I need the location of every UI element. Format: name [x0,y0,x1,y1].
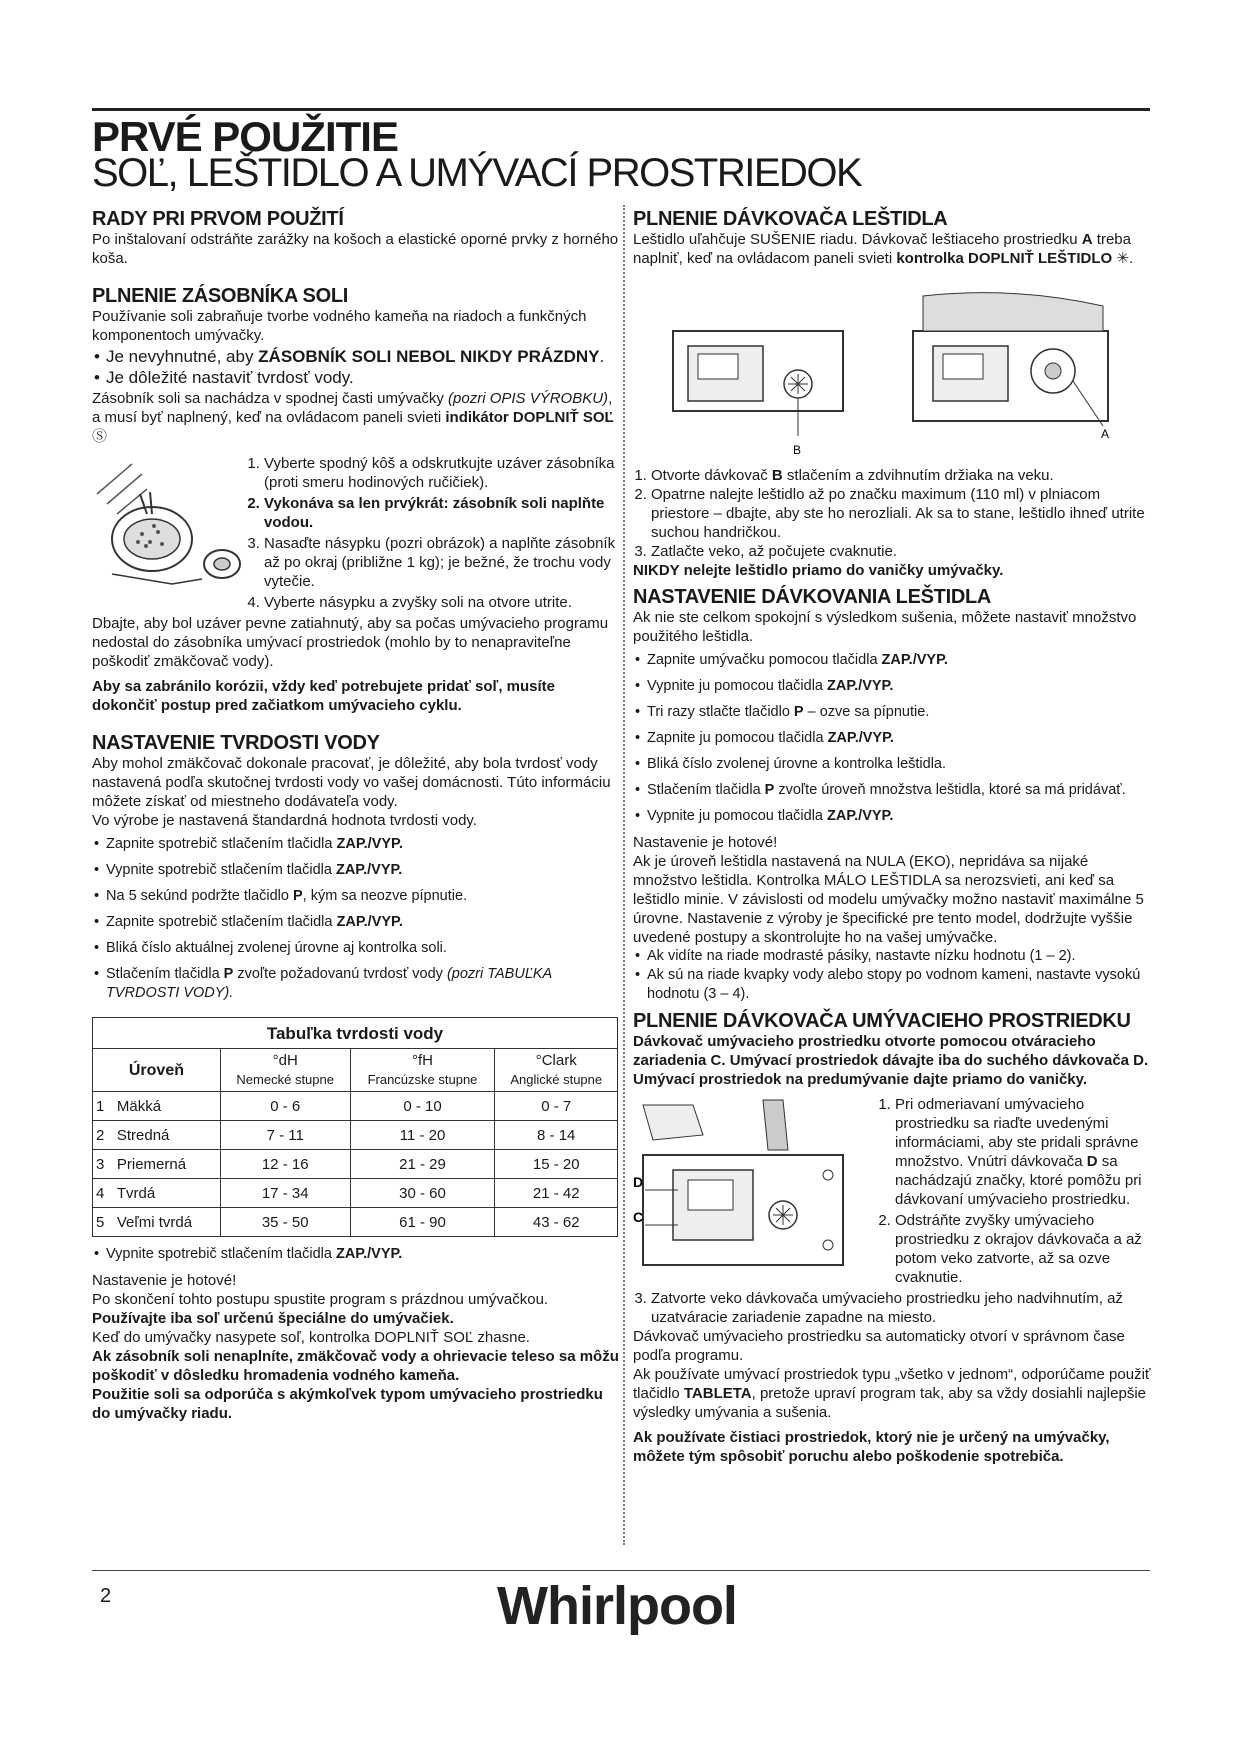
rinse-aid-warning: NIKDY nelejte leštidlo priamo do vaničky umývačky. [633,562,1004,579]
salt-intro: Používanie soli zabraňuje tvorbe vodného kameňa na riadoch a funkčných komponentoch umývačky. [92,308,587,344]
detergent-text-1: Dávkovač umývacieho prostriedku sa automaticky otvorí v správnom čase podľa programu. [633,1328,1125,1364]
hardness-done: Nastavenie je hotové! [92,1272,237,1289]
page-title: PRVÉ POUŽITIE [92,113,398,160]
dosage-done: Nastavenie je hotové! [633,834,778,851]
detergent-step: 3. Zatvorte veko dávkovača umývacieho prostriedku jeho nadvihnutím, až uzatváracie zariadenie zapadne na miesto. [651,1289,1153,1327]
dosage-bullet: • Zapnite umývačku pomocou tlačidla ZAP./VYP. [633,651,1153,670]
hardness-text-1: Aby mohol zmäkčovač dokonale pracovať, je dôležité, aby bola tvrdosť vody nastavená podľa skutočnej tvrdosti vody vo vašej domácnosti. Túto informáciu môžete získať od miestneho dodávateľa vody. [92,755,611,810]
detergent-step: 1. Pri odmeriavaní umývacieho prostriedku sa riaďte uvedenými informáciami, aby ste pridali správne množstvo. Vnútri dávkovača D sa nachádzajú značky, ktoré pomôžu pri dávkovaní umývacieho prostriedku. [895,1095,1153,1209]
bottom-rule [92,1570,1150,1571]
hardness-bullet: • Na 5 sekúnd podržte tlačidlo P, kým sa neozve pípnutie. [92,887,620,906]
detergent-intro: Dávkovač umývacieho prostriedku otvorte pomocou otváracieho zariadenia C. Umývací prostriedok dávajte iba do suchého dávkovača D. Umývací prostriedok na predumývanie dajte priamo do vaničky. [633,1033,1149,1088]
section-heading-salt: PLNENIE ZÁSOBNÍKA SOLI [92,285,349,307]
table-row: 5 Veľmi tvrdá 35 - 50 61 - 90 43 - 62 [93,1208,618,1237]
salt-recommendation: Použitie soli sa odporúča s akýmkoľvek typom umývacieho prostriedku do umývačky riadu. [92,1386,603,1422]
dosage-bullet: • Tri razy stlačte tlačidlo P – ozve sa pípnutie. [633,703,1153,722]
hardness-after: Po skončení tohto postupu spustite program s prázdnou umývačkou. [92,1291,549,1308]
hardness-bullet: • Bliká číslo aktuálnej zvolenej úrovne aj kontrolka soli. [92,939,620,958]
salt-step: 1. Vyberte spodný kôš a odskrutkujte uzáver zásobníka (proti smeru hodinových ručičiek). [264,454,620,492]
right-column [633,208,1153,1466]
table-header-level: Úroveň [93,1049,221,1092]
dosage-bullet: • Zapnite ju pomocou tlačidla ZAP./VYP. [633,729,1153,748]
label-a: A [1101,427,1110,441]
rinse-aid-steps [633,466,1153,561]
top-rule [92,108,1150,111]
detergent-dispenser-illustration [633,1095,863,1280]
dosage-bullet: • Stlačením tlačidla P zvoľte úroveň množstva leštidla, ktoré sa má pridávať. [633,781,1153,800]
table-row: 4 Tvrdá 17 - 34 30 - 60 21 - 42 [93,1179,618,1208]
detergent-steps-cont [633,1289,1153,1327]
salt-step: 2. Vykonáva sa len prvýkrát: zásobník soli naplňte vodou. [264,494,620,532]
salt-indicator-note: Keď do umývačky nasypete soľ, kontrolka DOPLNIŤ SOĽ zhasne. [92,1329,530,1346]
rinse-aid-text: Leštidlo uľahčuje SUŠENIE riadu. Dávkovač leštiaceho prostriedku A treba naplniť, keď na ovládacom paneli svieti kontrolka DOPLNIŤ LEŠTIDLO ✳. [633,231,1134,267]
table-header-clark: °Clark Anglické stupne [495,1049,618,1092]
salt-bullet-2: • Je dôležité nastaviť tvrdosť vody. [92,368,620,387]
detergent-text-2: Ak používate umývací prostriedok typu „všetko v jednom“, odporúčame použiť tlačidlo TABLETA, pretože upraví program tak, aby sa vždy dosiahli najlepšie výsledky umývania a sušenia. [633,1366,1151,1421]
salt-damage-warning: Ak zásobník soli nenaplníte, zmäkčovač vody a ohrievacie teleso sa môžu poškodiť v dôsledku hromadenia vodného kameňa. [92,1348,619,1384]
salt-location: Zásobník soli sa nachádza v spodnej časti umývačky (pozri OPIS VÝROBKU), a musí byť naplnený, keď na ovládacom paneli svieti indikátor DOPLNIŤ SOĽ Ⓢ [92,390,614,445]
dosage-text: Ak nie ste celkom spokojní s výsledkom sušenia, môžete nastaviť množstvo použitého leštidla. [633,609,1137,645]
salt-bullet-1: • Je nevyhnutné, aby ZÁSOBNÍK SOLI NEBOL NIKDY PRÁZDNY. [92,347,620,366]
section-heading-hardness: NASTAVENIE TVRDOSTI VODY [92,732,380,754]
table-row: 1 Mäkká 0 - 6 0 - 10 0 - 7 [93,1092,618,1121]
dosage-condition: • Ak vidíte na riade modrasté pásiky, nastavte nízku hodnotu (1 – 2). [633,947,1153,966]
hardness-bullet: • Stlačením tlačidla P zvoľte požadovanú tvrdosť vody (pozri TABUĽKA TVRDOSTI VODY). [92,965,620,1003]
brand-logo: Whirlpool [497,1576,737,1636]
section-heading-detergent: PLNENIE DÁVKOVAČA UMÝVACIEHO PROSTRIEDKU [633,1010,1131,1032]
rinse-aid-step: 1. Otvorte dávkovač B stlačením a zdvihnutím držiaka na veku. [651,466,1153,485]
rinse-aid-step: 3. Zatlačte veko, až počujete cvaknutie. [651,542,1153,561]
table-caption: Tabuľka tvrdosti vody [93,1018,618,1049]
hardness-text-2: Vo výrobe je nastavená štandardná hodnota tvrdosti vody. [92,812,477,829]
hardness-bullet: • Vypnite spotrebič stlačením tlačidla ZAP./VYP. [92,861,620,880]
page-subtitle: SOĽ, LEŠTIDLO A UMÝVACÍ PROSTRIEDOK [92,151,862,195]
table-row: 3 Priemerná 12 - 16 21 - 29 15 - 20 [93,1150,618,1179]
section-heading-rinse-aid: PLNENIE DÁVKOVAČA LEŠTIDLA [633,208,948,230]
dosage-condition: • Ak sú na riade kvapky vody alebo stopy po vodnom kameni, nastavte vysokú hodnotu (3 – 4). [633,966,1153,1004]
salt-step: 3. Nasaďte násypku (pozri obrázok) a naplňte zásobník až po okraj (približne 1 kg); je bežné, že trochu vody vytečie. [264,534,620,591]
label-b: B [793,443,802,457]
rinse-aid-illustration [633,286,1153,466]
table-header-dh: °dH Nemecké stupne [220,1049,350,1092]
rinse-aid-step: 2. Opatrne nalejte leštidlo až po značku maximum (110 ml) v plniacom priestore – dbajte, aby ste ho nerozliali. Ak sa to stane, leštidlo ihneď utrite suchou handričkou. [651,485,1153,542]
salt-only-note: Používajte iba soľ určenú špeciálne do umývačiek. [92,1310,454,1327]
table-row: 2 Stredná 7 - 11 11 - 20 8 - 14 [93,1121,618,1150]
hardness-bullet: • Zapnite spotrebič stlačením tlačidla ZAP./VYP. [92,835,620,854]
label-c: C [633,1209,644,1225]
salt-steps [92,454,620,614]
rinse-aid-dispenser-diagram [633,286,1153,466]
salt-after: Dbajte, aby bol uzáver pevne zatiahnutý, aby sa počas umývacieho programu nedostal do zásobníka umývací prostriedok (mohlo by to nenapraviteľne poškodiť zmäkčovač vody). [92,615,609,670]
hardness-bullet: • Zapnite spotrebič stlačením tlačidla ZAP./VYP. [92,913,620,932]
salt-warning: Aby sa zabránilo korózii, vždy keď potrebujete pridať soľ, musíte dokončiť postup pred začiatkom umývacieho cyklu. [92,678,556,714]
label-d: D [633,1174,644,1190]
column-divider [623,205,625,1545]
section-heading-rinse-aid-dosage: NASTAVENIE DÁVKOVANIA LEŠTIDLA [633,586,992,608]
hardness-bullet-off: • Vypnite spotrebič stlačením tlačidla ZAP./VYP. [92,1245,620,1264]
dosage-text-2: Ak je úroveň leštidla nastavená na NULA (EKO), nepridáva sa nijaké množstvo leštidla. Kontrolka MÁLO LEŠTIDLA sa nerozsvieti, ani keď sa leštidlo minie. V závislosti od modelu umývačky možno nastaviť maximálne 5 úrovne. Nastavenie z výroby je špecifické pre tento model, dodržujte vyššie uvedené postupy a skontrolujte ho na vašej umývačke. [633,853,1144,946]
rinse-aid-indicator-icon: ✳ [1116,250,1129,267]
first-use-text: Po inštalovaní odstráňte zarážky na košoch a elastické oporné prvky z horného koša. [92,231,619,267]
salt-funnel-illustration [92,454,242,604]
dosage-bullet: • Vypnite ju pomocou tlačidla ZAP./VYP. [633,807,1153,826]
salt-step: 4. Vyberte násypku a zvyšky soli na otvore utrite. [264,593,620,612]
section-heading-first-use: RADY PRI PRVOM POUŽITÍ [92,208,344,230]
table-header-fh: °fH Francúzske stupne [350,1049,495,1092]
salt-indicator-icon: Ⓢ [92,428,108,445]
dosage-bullet: • Vypnite ju pomocou tlačidla ZAP./VYP. [633,677,1153,696]
page-number: 2 [100,1585,112,1607]
detergent-step: 2. Odstráňte zvyšky umývacieho prostriedku z okrajov dávkovača a až potom veko zatvorte, až sa ozve cvaknutie. [895,1211,1153,1287]
dosage-bullet: • Bliká číslo zvolenej úrovne a kontrolka leštidla. [633,755,1153,774]
detergent-warning: Ak používate čistiaci prostriedok, ktorý nie je určený na umývačky, môžete tým spôsobiť poruchu alebo poškodenie spotrebiča. [633,1429,1110,1465]
left-column [92,208,620,1423]
water-hardness-table [92,1017,618,1237]
detergent-steps [633,1095,1153,1287]
